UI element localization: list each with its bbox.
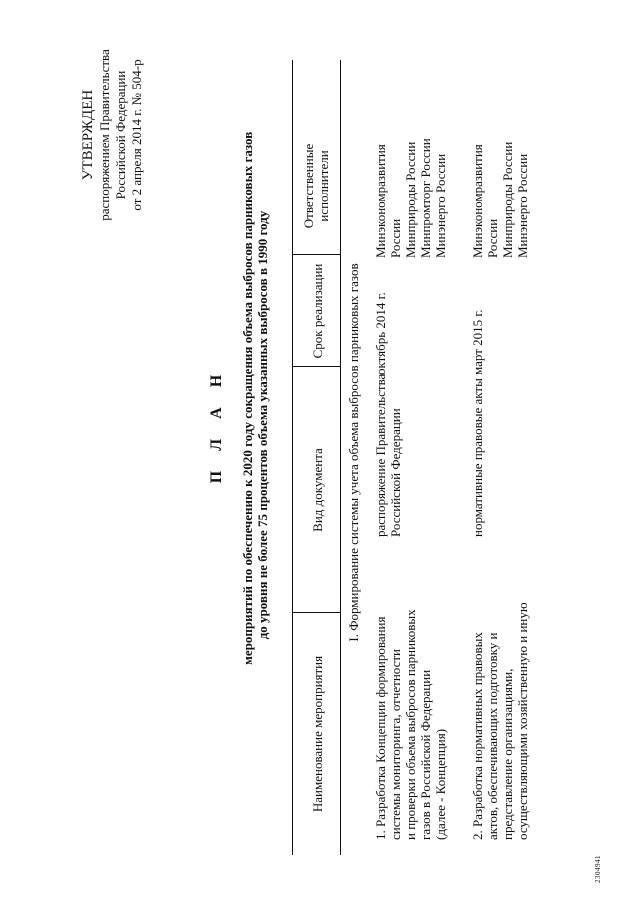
row-deadline-text: октябрь 2014 г. (373, 292, 388, 375)
approval-line: Российской Федерации (113, 70, 128, 200)
table-row-1-doc (373, 367, 403, 537)
row-exec-line: Минприроды России (500, 141, 515, 258)
row-exec-line: Минпромторг России (418, 138, 433, 258)
row-name-line: осуществляющими хозяйственную и иную (515, 602, 530, 840)
row-name-line: 1. Разработка Концепции формирования (373, 616, 388, 840)
document-margin-number: 2304941 (594, 855, 602, 883)
row-name-line: (далее - Концепция) (433, 728, 448, 840)
approval-line: от 2 апреля 2014 г. № 504-р (129, 59, 144, 211)
row-exec-line: Минприроды России (403, 141, 418, 258)
table-row-1-name (373, 610, 448, 840)
row-exec-line: Минэкономразвития (470, 144, 485, 258)
column-header-name: Наименование мероприятия (310, 655, 325, 813)
row-doc-line: распоряжение Правительства (373, 373, 388, 537)
row-name-line: газов в Российской Федерации (418, 669, 433, 840)
row-name-line: системы мониторинга, отчетности (388, 648, 403, 840)
row-exec-line: Минэнерго России (433, 153, 448, 258)
row-name-line: и проверки объема выбросов парниковых (403, 609, 418, 840)
column-header-executors: Ответственные исполнители (301, 143, 331, 229)
row-exec-line: России (388, 218, 403, 258)
section-title: I. Формирование системы учета объема выбросов парниковых газов (346, 263, 361, 642)
column-header-deadline: Срок реализации (310, 263, 325, 359)
plan-title: П Л А Н (208, 366, 225, 484)
row-name-line: 2. Разработка нормативных правовых (470, 632, 485, 840)
approval-heading: УТВЕРЖДЕН (80, 89, 96, 181)
table-row-1-executors (373, 118, 448, 258)
row-exec-line: Минэнерго России (515, 153, 530, 258)
table-row-2-executors (470, 118, 530, 258)
approval-block (80, 40, 145, 230)
row-name-line: представление организациями, (500, 668, 515, 840)
table-row-2-deadline (470, 265, 485, 375)
table-row-2-name (470, 602, 530, 840)
column-header-doc-type: Вид документа (310, 448, 325, 532)
table-top-border (292, 60, 293, 855)
table-row-2-doc (470, 367, 485, 537)
row-exec-line: Минэкономразвития (373, 144, 388, 258)
plan-subtitle-line: до уровня не более 75 процентов объема указанных выбросов в 1990 году (255, 210, 270, 640)
approval-line: распоряжением Правительства (97, 49, 112, 221)
row-deadline-text: март 2015 г. (470, 309, 485, 375)
row-name-line: актов, обеспечивающих подготовку и (485, 632, 500, 840)
row-doc-line: Российской Федерации (388, 408, 403, 537)
row-exec-line: России (485, 218, 500, 258)
plan-subtitle-line: мероприятий по обеспечению к 2020 году сокращения объема выбросов парниковых газов (240, 131, 255, 665)
table-header-bottom-border (340, 60, 341, 855)
row-doc-line: нормативные правовые акты (470, 378, 485, 537)
table-row-1-deadline (373, 265, 388, 375)
plan-title-block (208, 131, 270, 665)
